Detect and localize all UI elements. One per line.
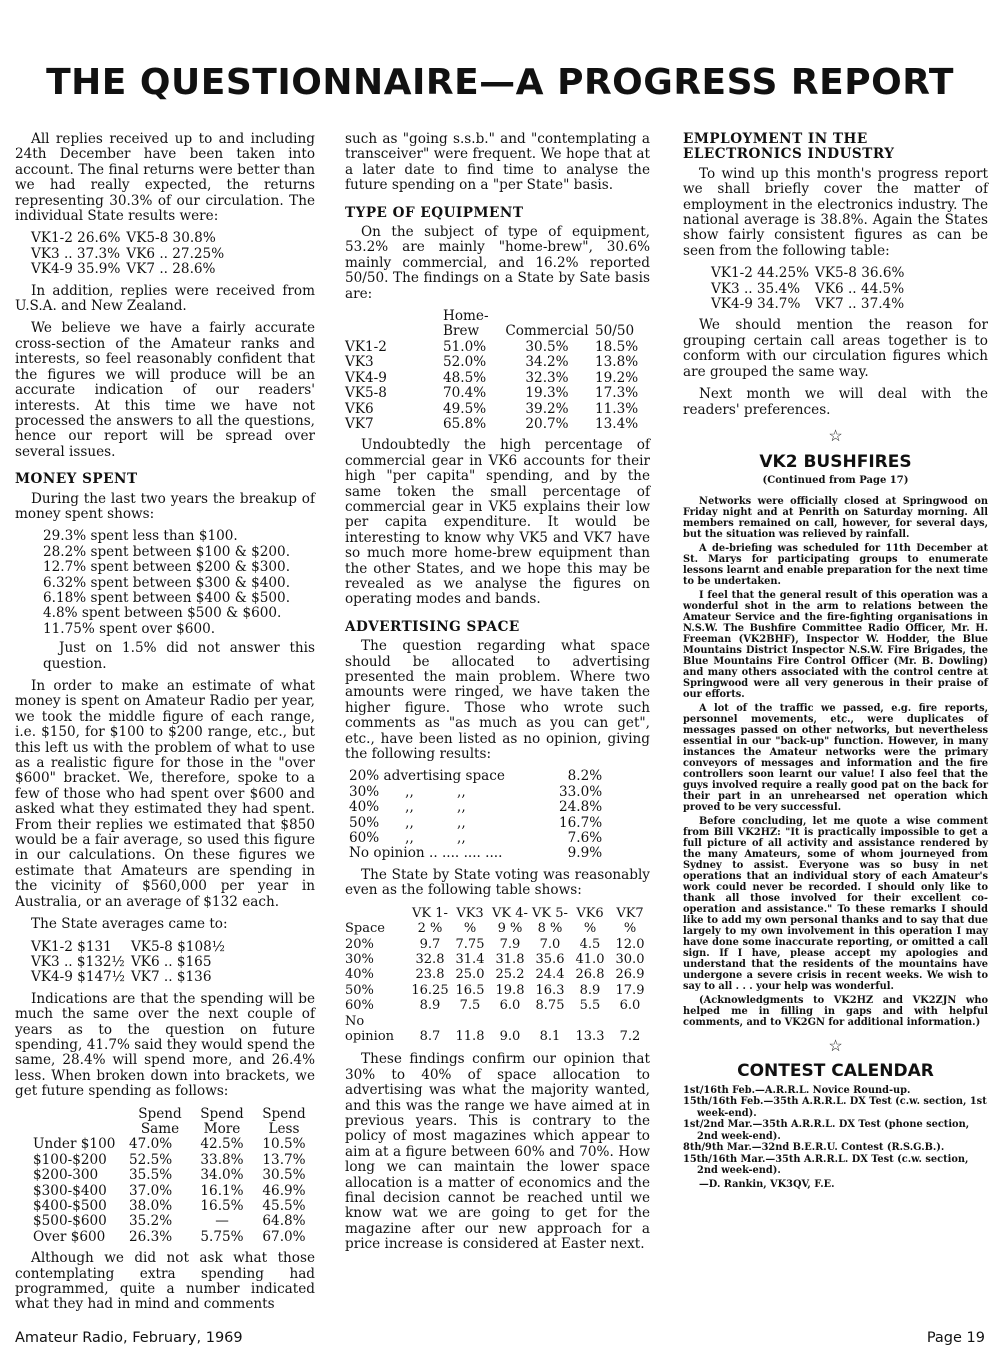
table-cell: 51.0% [443, 338, 487, 355]
table-cell: VK7 [345, 415, 374, 432]
table-cell: 8.2% [567, 768, 603, 785]
table-cell: 47.0% [129, 1136, 173, 1153]
table-cell: 9.7 [419, 936, 441, 952]
table-cell: 70.4% [443, 385, 487, 402]
table-cell: 60% ,, ,, [349, 830, 466, 847]
table-cell: 32.8 [415, 951, 445, 967]
table-cell: 4.5 [579, 936, 601, 952]
table-cell: 7.0 [539, 936, 561, 952]
table-cell: VK6 .. 44.5% [815, 280, 905, 297]
signature: —D. Rankin, VK3QV, F.E. [699, 1178, 835, 1190]
table-row [31, 970, 231, 985]
table-cell: 25.2 [495, 967, 525, 983]
table-cell: 35.6 [535, 951, 565, 967]
paragraph: Indications are that the spending will be much the same over the next couple of years as to the question on future spending, 41.7% said they would spend the same, 28.4% will spend more, and 26.4% less. When broken down into brackets, we get future spending as follows: [15, 990, 315, 1100]
table-cell: 8.1 [539, 1028, 561, 1044]
table-cell: 10.5% [262, 1136, 306, 1153]
table-cell: 37.0% [129, 1182, 173, 1199]
table-row [345, 417, 645, 432]
table-cell: 35.5% [129, 1167, 173, 1184]
table-row [349, 816, 602, 831]
table-cell: VK7 .. 28.6% [126, 261, 216, 278]
table-cell: 50% ,, ,, [349, 814, 466, 831]
table-row [33, 1137, 315, 1152]
state-voting-table [345, 906, 650, 1045]
paragraph: In order to make an estimate of what money is spent on Amateur Radio per year, we took the middle figure of each range, i.e. $150, for $100 to $200 range, etc., but this left us with the problem of what to use as a realistic figure for those in the "over $600" bracket. We, therefore, spoke to a few of those who had spent over $600 and asked what they estimated they had spent. From their replies we estimated that $850 would be a fair average, so used this figure in our calculations. On these figures we estimate that Amateurs are spending in the vicinity of $560,000 per year in Australia, or an average of $132 each. [15, 678, 315, 910]
table-cell: No opinion .. .... .... .... [349, 845, 503, 862]
star-icon: ☆ [828, 425, 843, 445]
table-cell: 8.9 [419, 998, 441, 1014]
table-cell: 13.8% [595, 354, 639, 371]
paragraph: The State averages came to: [31, 916, 228, 933]
table-cell: 23.8 [415, 967, 445, 983]
footer-page-number: Page 19 [926, 1330, 985, 1346]
table-cell: 16.1% [200, 1182, 244, 1199]
paragraph: Although we did not ask what those contemplating extra spending had programmed, quite a number indicated what they had in mind and comments [15, 1250, 315, 1313]
table-cell: VK3 .. $132½ [31, 953, 125, 970]
table-row [33, 1168, 315, 1183]
table-cell: 5.75% [200, 1228, 244, 1245]
paragraph: A lot of the traffic we passed, e.g. fire reports, personnel movements, etc., were duplicates of messages passed on other networks, but nevertheless essential in our "back-up" function. However, in many instances the Amateur networks were the primary conveyors of messages and information and the fire controllers soon learnt our value! I also feel that the guys involved require a really good pat on the back for their part in an unrehearsed net operation which proved to be very successful. [683, 703, 988, 814]
state-averages-table [31, 940, 231, 986]
table-cell: VK5-8 30.8% [126, 230, 216, 247]
table-cell: 7.6% [567, 830, 603, 847]
table-cell: VK 5-8 % [532, 905, 568, 937]
table-cell: VK5-8 36.6% [815, 265, 905, 282]
table-cell: 30.5% [262, 1167, 306, 1184]
table-cell: 17.9 [615, 982, 645, 998]
table-cell: $200-300 [33, 1167, 99, 1184]
table-cell: VK6 % [576, 905, 604, 937]
list-item: 4.8% spent between $500 & $600. [43, 605, 282, 622]
table-cell: VK4-9 $147½ [31, 969, 125, 986]
table-cell: VK7 .. 37.4% [815, 296, 905, 313]
table-cell: 9.9% [567, 845, 603, 862]
table-cell: VK 4-9 % [492, 905, 528, 937]
money-spent-list [43, 529, 315, 637]
table-row [33, 1199, 315, 1214]
table-cell: 20.7% [525, 415, 569, 432]
table-cell: 30.5% [525, 338, 569, 355]
table-cell: No opinion [345, 1013, 395, 1044]
table-cell: 24.8% [559, 799, 603, 816]
paragraph: The question regarding what space should be allocated to advertising presented the main problem. Where two amounts were ringed, we have taken the higher figure. Those who wrote such comments as "as much as you can get", etc., have been listed as no opinion, giving the following results: [345, 638, 650, 763]
contest-list [683, 1085, 988, 1177]
table-cell: 34.2% [525, 354, 569, 371]
table-cell: 60% [345, 998, 374, 1014]
section-heading-bushfires: VK2 BUSHFIRES [759, 452, 912, 473]
table-cell: 39.2% [525, 400, 569, 417]
table-row [345, 967, 650, 982]
table-cell: $300-$400 [33, 1182, 107, 1199]
table-row [33, 1184, 315, 1199]
table-row [31, 231, 230, 246]
list-item: 6.32% spent between $300 & $400. [43, 574, 291, 591]
table-row [345, 340, 645, 355]
table-cell: VK 1-2 % [412, 905, 448, 937]
table-cell [345, 309, 443, 340]
table-cell: VK7 % [616, 905, 644, 937]
column-1 [15, 132, 315, 1320]
table-cell: 38.0% [129, 1198, 173, 1214]
table-row [711, 282, 910, 297]
table-row [349, 800, 602, 815]
list-item: 29.3% spent less than $100. [43, 528, 238, 545]
table-cell: 26.8 [575, 967, 605, 983]
table-cell: 6.0 [499, 998, 521, 1014]
table-cell: 16.5% [200, 1198, 244, 1214]
table-cell: Over $600 [33, 1228, 106, 1245]
table-cell: 52.0% [443, 354, 487, 371]
table-cell: 26.3% [129, 1228, 173, 1245]
table-row [345, 998, 650, 1013]
table-cell: $400-$500 [33, 1198, 107, 1214]
table-cell: $100-$200 [33, 1151, 107, 1168]
table-cell: 8.75 [535, 998, 565, 1014]
paragraph: The State by State voting was reasonably even as the following table shows: [345, 866, 650, 899]
table-cell: 34.0% [200, 1167, 244, 1184]
table-row [345, 937, 650, 952]
table-cell: VK4-9 [345, 369, 387, 386]
paragraph: In addition, replies were received from U.S.A. and New Zealand. [15, 282, 315, 315]
list-item: 15th/16th Feb.—35th A.R.R.L. DX Test (c.w. section, 1st week-end). [683, 1096, 987, 1119]
table-cell: Spend Less [262, 1105, 306, 1137]
list-item: 8th/9th Mar.—32nd B.E.R.U. Contest (R.S.G.B.). [683, 1142, 945, 1154]
table-cell: 35.2% [129, 1213, 173, 1230]
table-cell: 7.2 [619, 1028, 641, 1044]
table-cell: VK3 % [456, 905, 484, 937]
paragraph: To wind up this month's progress report we shall briefly cover the matter of employment in the electronics industry. The national average is 38.8%. Again the States show fairly consistent figures as can be seen from the following table: [683, 165, 988, 259]
table-cell: — [215, 1213, 229, 1230]
table-cell: 6.0 [619, 998, 641, 1014]
state-results-table [31, 231, 230, 277]
section-heading-employment: EMPLOYMENT IN THE ELECTRONICS INDUSTRY [683, 131, 895, 163]
table-row [345, 952, 650, 967]
table-cell: 8.9 [579, 982, 601, 998]
table-cell: 33.8% [200, 1151, 244, 1168]
table-cell: 7.75 [455, 936, 485, 952]
table-cell: 46.9% [262, 1182, 306, 1199]
table-cell [33, 1107, 129, 1138]
table-cell: 7.9 [499, 936, 521, 952]
column-2 [345, 132, 650, 1260]
table-row [349, 831, 602, 846]
section-heading-contest-calendar: CONTEST CALENDAR [737, 1060, 934, 1081]
advertising-table [349, 769, 602, 861]
table-cell: 67.0% [262, 1228, 306, 1245]
table-row [345, 355, 645, 370]
table-cell: 64.8% [262, 1213, 306, 1230]
table-cell: 31.8 [495, 951, 525, 967]
table-cell: 11.3% [595, 400, 639, 417]
list-item: 6.18% spent between $400 & $500. [43, 589, 291, 606]
table-cell: 25.0 [455, 967, 485, 983]
paragraph: A de-briefing was scheduled for 11th December at St. Marys for participating groups to enumerate lessons learnt and enable preparation for the next time to be undertaken. [683, 543, 988, 588]
table-cell: Under $100 [33, 1136, 116, 1153]
table-cell: Home-Brew [443, 308, 489, 340]
list-item: 1st/16th Feb.—A.R.R.L. Novice Round-up. [683, 1084, 911, 1096]
table-row [349, 846, 602, 861]
paragraph: Networks were officially closed at Springwood on Friday night and at Penrith on Saturday morning. All members remained on call, however, for several days, but the situation was relieved by rainfall. [683, 496, 988, 541]
table-row [345, 371, 645, 386]
table-cell: VK5-8 [345, 385, 387, 402]
paragraph: Before concluding, let me quote a wise comment from Bill VK2HZ: "It is practically impossible to get a full picture of all activity and assistance rendered by the many Amateurs, some of whom journeyed from Sydney to assist. Everyone was so busy in net operations that an individual story of each Amateur's work could never be recorded. I should only like to thank all those involved for their excellent co-operation and assistance." To these remarks I should like to add my own personal thanks and to say that due largely to my own involvement in this operation I may have done some inaccurate reporting, or omitted a call sign. If I have, please accept my apologies and understand that the residents of the mountains have undergone a severe crisis in recent weeks. We wish to say to all . . . your help was wonderful. [683, 816, 988, 993]
table-cell: Space [345, 921, 385, 937]
table-cell: 12.0 [615, 936, 645, 952]
table-cell: 17.3% [595, 385, 639, 402]
section-heading-money-spent: MONEY SPENT [15, 471, 138, 488]
table-cell: VK1-2 26.6% [31, 230, 121, 247]
table-cell: 45.5% [262, 1198, 306, 1214]
table-cell: VK1-2 44.25% [711, 265, 810, 282]
table-cell: 11.8 [455, 1028, 485, 1044]
table-cell: $500-$600 [33, 1213, 107, 1230]
table-cell: VK6 [345, 400, 374, 417]
continued-note: (Continued from Page 17) [762, 474, 909, 486]
page-title: THE QUESTIONNAIRE—A PROGRESS REPORT [46, 62, 954, 103]
table-cell: 33.0% [559, 783, 603, 800]
bushfires-article [683, 496, 988, 1028]
paragraph: During the last two years the breakup of money spent shows: [15, 490, 315, 522]
list-item: 1st/2nd Mar.—35th A.R.R.L. DX Test (phone section, 2nd week-end). [683, 1119, 970, 1142]
table-cell: VK1-2 [345, 338, 387, 355]
list-item: 11.75% spent over $600. [43, 620, 216, 637]
list-item: 15th/16th Mar.—35th A.R.R.L. DX Test (c.w. section, 2nd week-end). [683, 1153, 969, 1177]
table-row [345, 402, 645, 417]
footer-publication: Amateur Radio, February, 1969 [15, 1330, 243, 1346]
paragraph: We should mention the reason for grouping certain call areas together is to conform with our circulation figures which are grouped the same way. [683, 317, 988, 380]
star-icon: ☆ [828, 1036, 843, 1056]
table-row [711, 297, 910, 312]
paragraph: On the subject of type of equipment, 53.2% are mainly "home-brew", 30.6% mainly commercial, and 16.2% reported 50/50. The findings on a State by Sate basis are: [345, 224, 650, 302]
table-row [33, 1153, 315, 1168]
table-cell: 24.4 [535, 967, 565, 983]
table-cell: 30.0 [615, 951, 645, 967]
table-cell: 65.8% [443, 415, 487, 432]
table-cell: 5.5 [579, 998, 601, 1014]
table-row [31, 955, 231, 970]
paragraph: (Acknowledgments to VK2HZ and VK2ZJN who helped me in filling in gaps and with helpful comments, and to VK2GN for additional information.) [683, 995, 988, 1029]
table-row [345, 1014, 650, 1045]
table-cell: 48.5% [443, 369, 487, 386]
table-cell: 42.5% [200, 1136, 244, 1153]
table-cell: 52.5% [129, 1151, 173, 1168]
table-cell: 19.3% [525, 385, 569, 402]
table-row [33, 1107, 315, 1138]
table-row [345, 386, 645, 401]
table-row [31, 940, 231, 955]
table-cell: 50/50 [595, 323, 635, 340]
table-cell: 7.5 [459, 998, 481, 1014]
table-cell: Commercial [505, 323, 589, 340]
table-row [33, 1230, 315, 1245]
employment-table [711, 266, 910, 312]
table-cell: 31.4 [455, 951, 485, 967]
table-cell: 20% advertising space [349, 768, 505, 785]
table-cell: 16.7% [559, 814, 603, 831]
table-cell: VK1-2 $131 [31, 938, 112, 955]
table-cell: VK7 .. $136 [130, 969, 212, 986]
section-heading-advertising: ADVERTISING SPACE [345, 618, 520, 635]
table-cell: 13.4% [595, 415, 639, 432]
section-heading-equipment: TYPE OF EQUIPMENT [345, 204, 524, 221]
table-cell: Spend Same [138, 1105, 182, 1137]
table-cell: 41.0 [575, 951, 605, 967]
table-row [345, 906, 650, 937]
table-cell: 13.3 [575, 1028, 605, 1044]
table-row [31, 262, 230, 277]
table-cell: 50% [345, 982, 374, 998]
paragraph: Next month we will deal with the readers' preferences. [683, 386, 988, 418]
table-cell: 40% ,, ,, [349, 799, 466, 816]
future-spending-table [33, 1107, 315, 1246]
table-cell: 40% [345, 967, 374, 983]
table-cell: 16.3 [535, 982, 565, 998]
paragraph: Just on 1.5% did not answer this question. [43, 640, 315, 672]
paragraph: I feel that the general result of this operation was a wonderful shot in the arm to relations between the Amateur Service and the fire-fighting organisations in N.S.W. The Bushfire Committee Radio Officer, Mr. H. Freeman (VK2BHF), Inspector W. Hodder, the Blue Mountains District Inspector N.S.W. Fire Brigades, the Blue Mountains Fire Control Officer (Mr. B. Dowling) and many others associated with the control centre at Springwood were all very generous in their praise of our efforts. [683, 590, 988, 701]
table-row [345, 309, 645, 340]
table-row [349, 769, 602, 784]
table-cell: VK3 .. 35.4% [711, 280, 801, 297]
table-cell: 9.0 [499, 1028, 521, 1044]
table-cell: 19.2% [595, 369, 639, 386]
table-cell: VK5-8 $108½ [130, 938, 225, 955]
table-cell: VK6 .. 27.25% [126, 245, 225, 262]
table-cell: 16.25 [411, 982, 449, 998]
table-cell: 16.5 [455, 982, 485, 998]
table-cell: 8.7 [419, 1028, 441, 1044]
table-cell: VK4-9 35.9% [31, 261, 121, 278]
table-cell: 32.3% [525, 369, 569, 386]
table-cell: Spend More [200, 1105, 244, 1137]
table-cell: VK4-9 34.7% [711, 296, 801, 313]
table-row [31, 247, 230, 262]
paragraph: These findings confirm our opinion that 30% to 40% of space allocation to advertising was what the majority wanted, and this was the range we have aimed at in previous years. This is contrary to the policy of most magazines which appear to aim at a figure between 60% and 70%. How long we can maintain the lower space allocation is a matter of economics and the final decision cannot be reached until we know wat we are going to get for the magazine after our new approach for a price increase is considered at Easter next. [345, 1051, 650, 1253]
table-cell: VK3 .. 37.3% [31, 245, 121, 262]
paragraph: We believe we have a fairly accurate cross-section of the Amateur ranks and interests, so feel reasonably confident that the figures we will produce will be an accurate indication of our readers' interests. At this time we have not processed the answers to all the questions, hence our report will be spread over several issues. [15, 320, 315, 460]
table-cell: VK3 [345, 354, 374, 371]
table-cell: 19.8 [495, 982, 525, 998]
table-cell: 20% [345, 936, 374, 952]
table-cell: 13.7% [262, 1151, 306, 1168]
table-cell: VK6 .. $165 [130, 953, 212, 970]
table-cell: 26.9 [615, 967, 645, 983]
table-cell: 18.5% [595, 338, 639, 355]
table-row [345, 983, 650, 998]
table-cell: 30% ,, ,, [349, 783, 466, 800]
column-3 [683, 132, 988, 1199]
paragraph: such as "going s.s.b." and "contemplating a transceiver" were frequent. We hope that at a later date to find time to analyse the future spending on a "per State" basis. [345, 131, 650, 194]
table-cell: 30% [345, 951, 374, 967]
table-row [349, 785, 602, 800]
equipment-table [345, 309, 645, 432]
list-item: 28.2% spent between $100 & $200. [43, 543, 291, 560]
intro-paragraph: All replies received up to and including 24th December have been taken into account. The final returns were better than we had really expected, the returns representing 30.3% of our circulation. The individual State results were: [15, 131, 315, 225]
paragraph: Undoubtedly the high percentage of commercial gear in VK6 accounts for their high "per capita" spending, and by the same token the small percentage of commercial gear in VK5 explains their low per capita expenditure. It would be interesting to know why VK5 and VK7 have so much more home-brew equipment than the other States, and we hope this may be revealed as we analyse the figures on operating modes and bands. [345, 437, 650, 608]
table-cell: 49.5% [443, 400, 487, 417]
table-row [711, 266, 910, 281]
table-row [33, 1214, 315, 1229]
list-item: 12.7% spent between $200 & $300. [43, 559, 291, 576]
